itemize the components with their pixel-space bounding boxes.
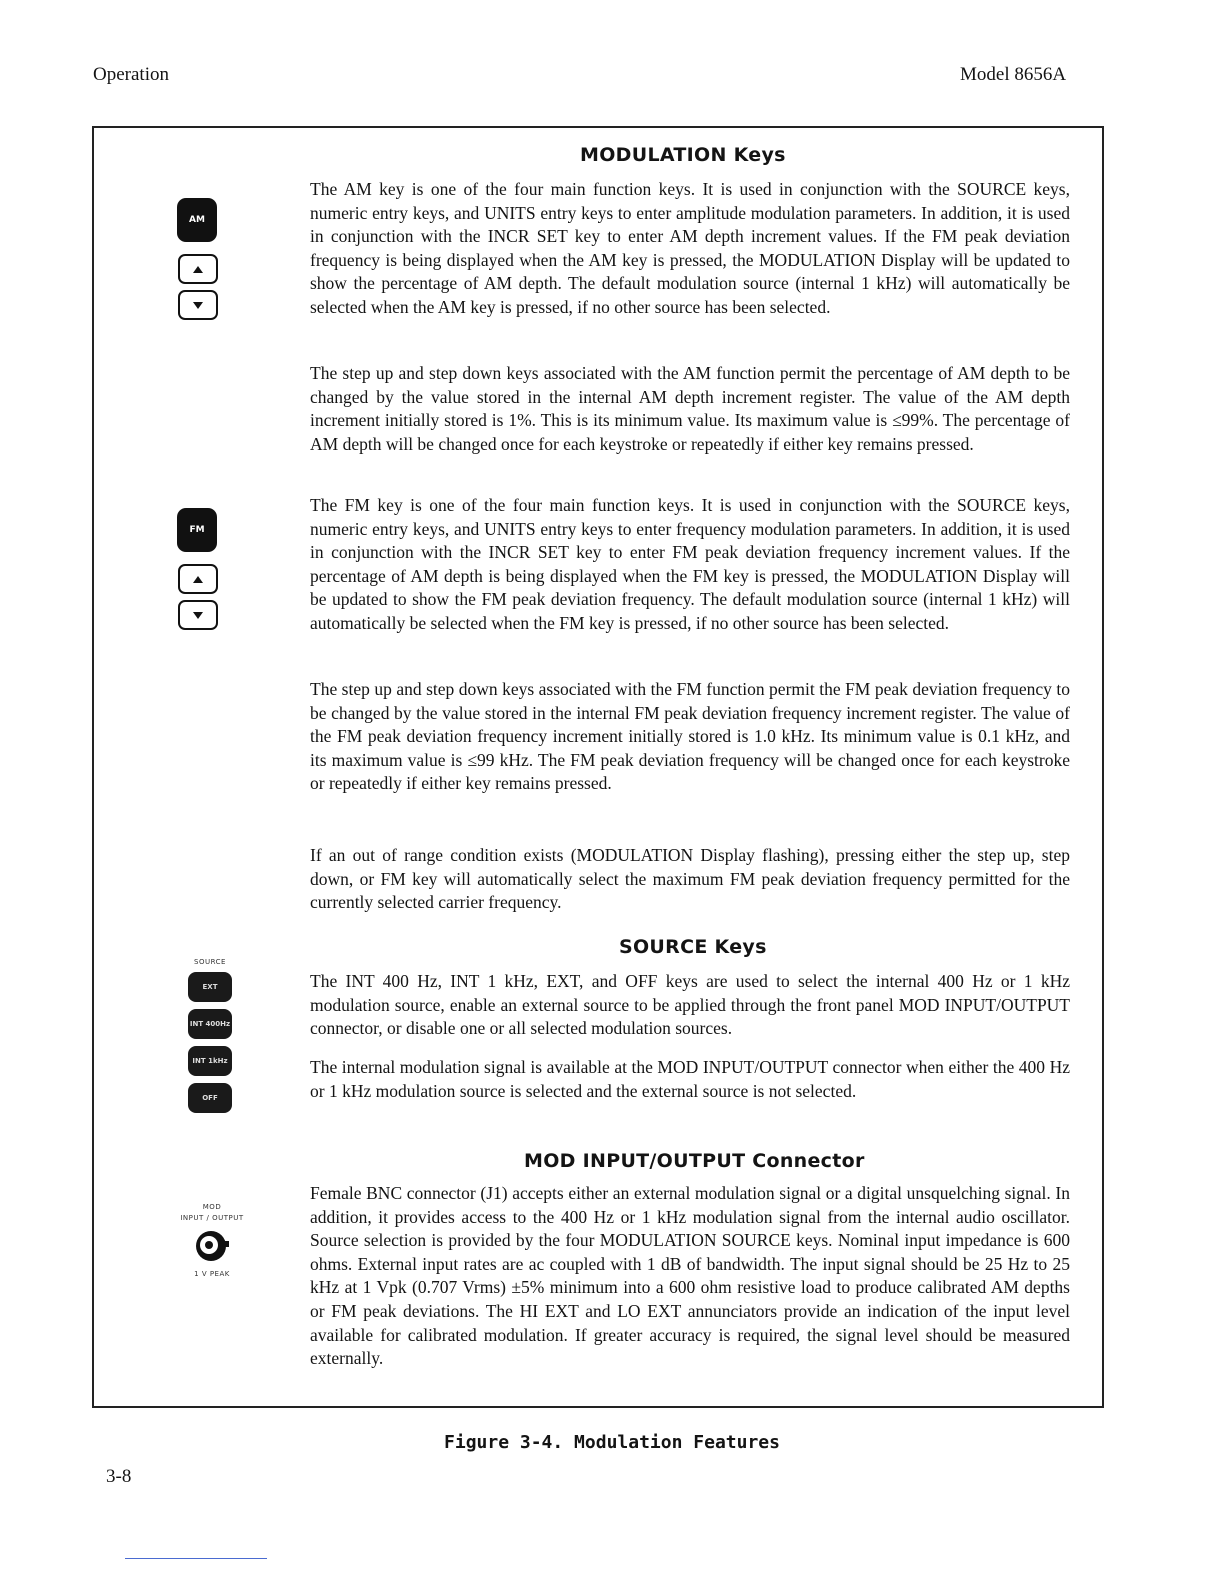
- source-label: SOURCE: [194, 958, 226, 966]
- connector-label-mod: MOD: [202, 1203, 222, 1211]
- running-header-model: Model 8656A: [960, 64, 1067, 85]
- page-number: 3-8: [106, 1466, 132, 1487]
- source-keys-paragraph: The INT 400 Hz, INT 1 kHz, EXT, and OFF keys are used to select the internal 400 Hz or 1 kHz modulation source, enable an external source to be applied through the front panel MOD INPUT/OUTPUT connector, or disable one or all selected modulation sources.: [310, 971, 1070, 1039]
- fm-key-paragraph: The FM key is one of the four main function keys. It is used in conjunction with the SOURCE keys, numeric entry keys, and UNITS entry keys to enter frequency modulation parameters. In addition, it is used in conjunction with the INCR SET key to enter FM peak deviation frequency increment values. If the percentage of AM depth is being displayed when the FM key is pressed, the MODULATION Display will be updated to show the FM peak deviation frequency. The default modulation source (internal 1 kHz) will automatically be selected when the FM key is pressed, if no other source has been selected.: [310, 495, 1070, 633]
- running-header-section: Operation: [93, 64, 169, 85]
- connector-label-peak: 1 V PEAK: [194, 1270, 230, 1278]
- am-key-paragraph: The AM key is one of the four main function keys. It is used in conjunction with the SOURCE keys, numeric entry keys, and UNITS entry keys to enter amplitude modulation parameters. In addition, it is used in conjunction with the INCR SET key to enter AM depth increment values. If the FM peak deviation frequency is being displayed when the AM key is pressed, the MODULATION Display will be updated to show the percentage of AM depth. The default modulation source (internal 1 kHz) will automatically be selected when the AM key is pressed, if no other source has been selected.: [310, 179, 1070, 317]
- figure-caption: Figure 3-4. Modulation Features: [444, 1432, 780, 1453]
- fm-step-paragraph: The step up and step down keys associated with the FM function permit the FM peak deviation frequency to be changed by the value stored in the internal FM peak deviation frequency increment register. The value of the FM peak deviation frequency increment initially stored is 1.0 kHz. Its minimum value is 0.1 kHz, and its maximum value is ≤99 kHz. The FM peak deviation frequency will be changed once for each keystroke or repeatedly if either key remains pressed.: [310, 679, 1070, 794]
- source-int-1khz-key: INT 1kHz: [188, 1046, 232, 1076]
- connector-title: MOD INPUT/OUTPUT Connector: [524, 1150, 865, 1172]
- source-int-400hz-key: INT 400Hz: [188, 1009, 232, 1039]
- bnc-connector-icon: [192, 1226, 232, 1266]
- internal-signal-paragraph: The internal modulation signal is available at the MOD INPUT/OUTPUT connector when either the 400 Hz or 1 kHz modulation source is selected and the external source is not selected.: [310, 1057, 1070, 1101]
- footer-rule: [125, 1558, 267, 1559]
- connector-label-io: INPUT / OUTPUT: [180, 1214, 244, 1222]
- fm-key: FM: [177, 508, 217, 552]
- am-step-up-key: [178, 254, 218, 284]
- down-arrow-icon: [193, 302, 203, 309]
- am-key: AM: [177, 198, 217, 242]
- up-arrow-icon: [193, 576, 203, 583]
- fm-step-up-key: [178, 564, 218, 594]
- down-arrow-icon: [193, 612, 203, 619]
- source-keys-title: SOURCE Keys: [619, 936, 767, 958]
- source-off-key: OFF: [188, 1083, 232, 1113]
- out-of-range-paragraph: If an out of range condition exists (MODULATION Display flashing), pressing either the step up, step down, or FM key will automatically select the maximum FM peak deviation frequency permitted for the currently selected carrier frequency.: [310, 845, 1070, 913]
- am-step-down-key: [178, 290, 218, 320]
- modulation-keys-title: MODULATION Keys: [580, 144, 786, 166]
- fm-step-down-key: [178, 600, 218, 630]
- up-arrow-icon: [193, 266, 203, 273]
- source-ext-key: EXT: [188, 972, 232, 1002]
- am-step-paragraph: The step up and step down keys associated with the AM function permit the percentage of AM depth to be changed by the value stored in the internal AM depth increment register. The value of the AM depth increment initially stored is 1%. This is its minimum value. Its maximum value is ≤99%. The percentage of AM depth will be changed once for each keystroke or repeatedly if either key remains pressed.: [310, 363, 1070, 454]
- connector-paragraph: Female BNC connector (J1) accepts either an external modulation signal or a digital unsquelching signal. In addition, it provides access to the 400 Hz or 1 kHz modulation signal from the internal audio oscillator. Source selection is provided by the four MODULATION SOURCE keys. Nominal input impedance is 600 ohms. External input rates are ac coupled with 1 dB of bandwidth. The input signal should be 25 Hz to 25 kHz at 1 Vpk (0.707 Vrms) ±5% minimum into a 600 ohm resistive load to produce calibrated AM depths or FM peak deviations. The HI EXT and LO EXT annunciators provide an indication of the input level available for calibrated modulation. If greater accuracy is required, the signal level should be measured externally.: [310, 1183, 1070, 1369]
